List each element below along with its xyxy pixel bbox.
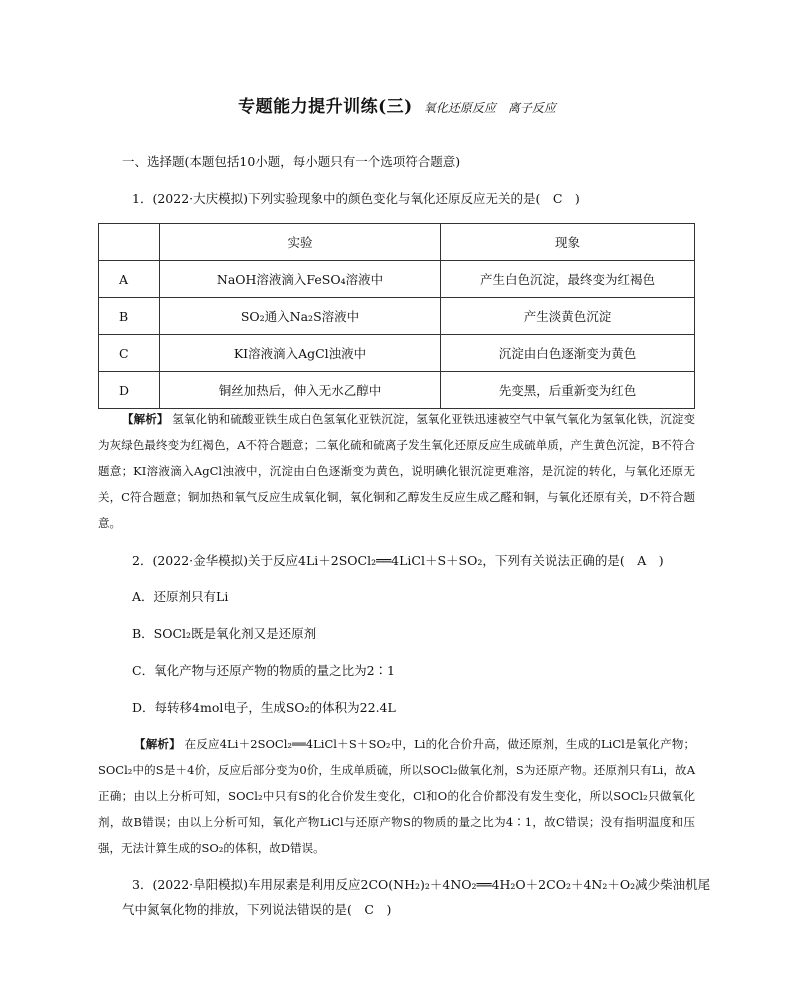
table-cell: B [99,298,160,335]
table-cell: KI溶液滴入AgCl浊液中 [160,335,441,372]
question-2-stem: 2．(2022·金华模拟)关于反应4Li＋2SOCl₂══4LiCl＋S＋SO₂，下列有关说法正确的是( A ) [132,553,664,568]
table-cell: SO₂通入Na₂S溶液中 [160,298,441,335]
table-cell: D [99,372,160,409]
title-subtitle: 氧化还原反应 离子反应 [423,101,556,115]
experiment-table [98,223,695,409]
table-header-cell: 实验 [160,224,441,261]
table-header-cell [99,224,160,261]
table-cell: NaOH溶液滴入FeSO₄溶液中 [160,261,441,298]
page-title [0,92,794,117]
table-header-row [99,224,695,261]
table-cell: 产生白色沉淀，最终变为红褐色 [441,261,695,298]
option-b: B．SOCl₂既是氧化剂又是还原剂 [132,626,317,641]
option-c: C．氧化产物与还原产物的物质的量之比为2∶1 [132,663,395,678]
table-row [99,335,695,372]
question-1-stem: 1．(2022·大庆模拟)下列实验现象中的颜色变化与氧化还原反应无关的是( C ) [132,191,580,206]
title-main: 专题能力提升训练(三) [238,97,413,117]
table-cell: C [99,335,160,372]
option-a: A．还原剂只有Li [132,589,229,604]
question-1-analysis [98,406,695,536]
table-cell: 先变黑，后重新变为红色 [441,372,695,409]
table-header-cell: 现象 [441,224,695,261]
table-cell: A [99,261,160,298]
table-cell: 产生淡黄色沉淀 [441,298,695,335]
question-3-stem-line-2: 气中氮氧化物的排放，下列说法错误的是( C ) [122,902,392,917]
table-cell: 沉淀由白色逐渐变为黄色 [441,335,695,372]
table-row [99,261,695,298]
analysis-label: 【解析】 [134,737,181,751]
analysis-label: 【解析】 [122,412,169,426]
table-row [99,372,695,409]
section-heading: 一、选择题(本题包括10小题，每小题只有一个选项符合题意) [122,154,461,169]
question-3-stem-line-1: 3．(2022·阜阳模拟)车用尿素是利用反应2CO(NH₂)₂＋4NO₂══4H₂O＋2CO₂＋4N₂＋O₂减少柴油机尾 [132,877,711,892]
question-2-analysis [98,731,695,861]
analysis-text: 在反应4Li＋2SOCl₂══4LiCl＋S＋SO₂中，Li的化合价升高，做还原剂，生成的LiCl是氧化产物；SOCl₂中的S是＋4价，反应后部分变为0价，生成单质硫，所以SOCl₂做氧化剂，S为还原产物。还原剂只有Li，故A正确；由以上分析可知，SOCl₂中只有S的化合价发生变化，Cl和O的化合价都没有发生变化，所以SOCl₂只做氧化剂，故B错误；由以上分析可知，氧化产物LiCl与还原产物S的物质的量之比为4∶1，故C错误；没有指明温度和压强，无法计算生成的SO₂的体积，故D错误。 [98,737,696,855]
table-cell: 铜丝加热后，伸入无水乙醇中 [160,372,441,409]
option-d: D．每转移4mol电子，生成SO₂的体积为22.4L [132,700,396,715]
table-row [99,298,695,335]
analysis-text: 氢氧化钠和硫酸亚铁生成白色氢氧化亚铁沉淀，氢氧化亚铁迅速被空气中氧气氧化为氢氧化铁，沉淀变为灰绿色最终变为红褐色，A不符合题意；二氧化硫和硫离子发生氧化还原反应生成硫单质，产生黄色沉淀，B不符合题意；KI溶液滴入AgCl浊液中，沉淀由白色逐渐变为黄色，说明碘化银沉淀更难溶，是沉淀的转化，与氧化还原无关，C符合题意；铜加热和氧气反应生成氧化铜，氧化铜和乙醇发生反应生成乙醛和铜，与氧化还原有关，D不符合题意。 [98,412,696,530]
